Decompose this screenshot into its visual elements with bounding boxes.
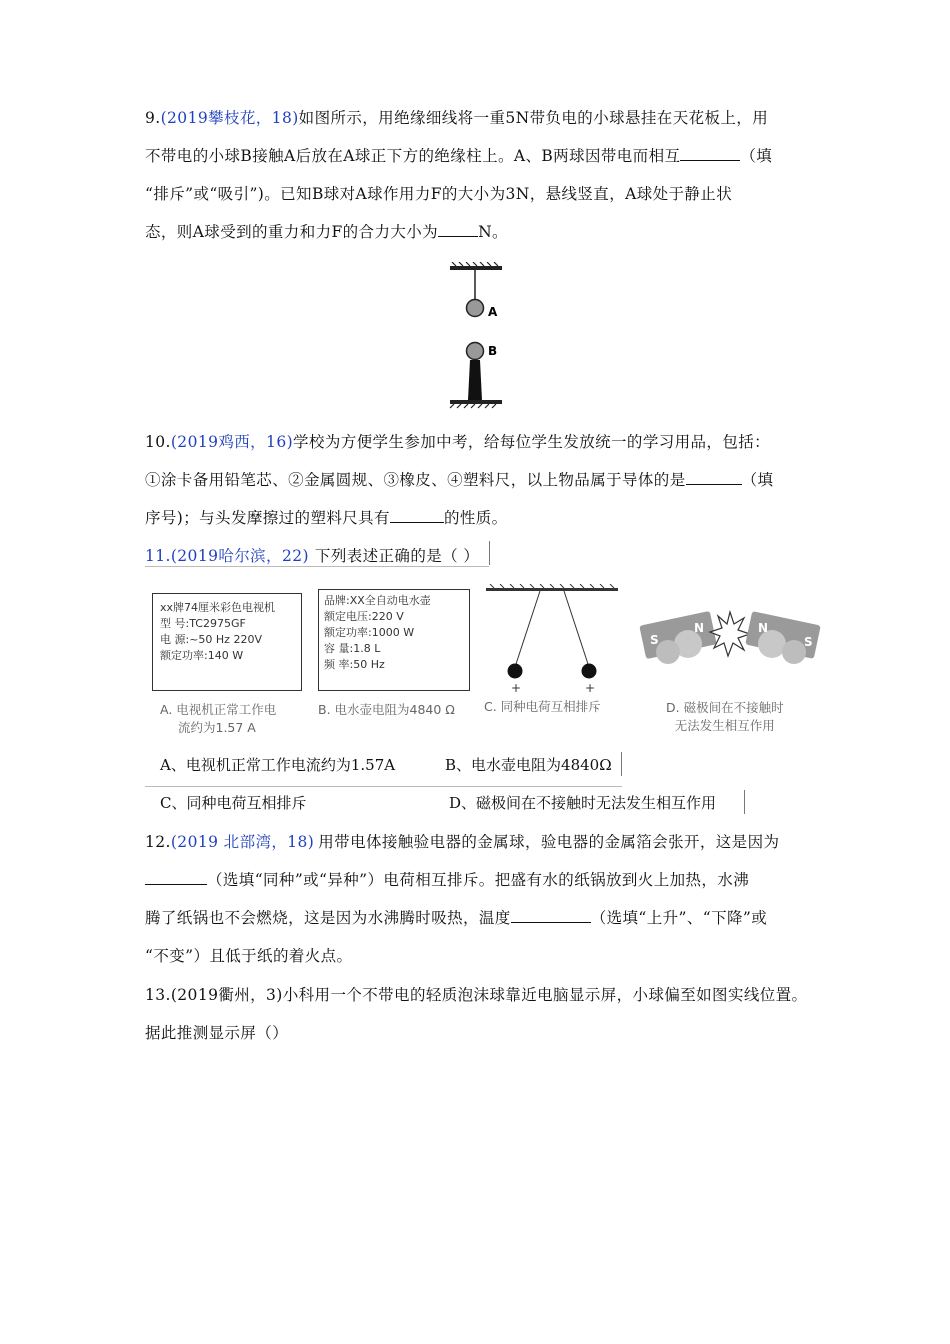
floor-icon: [450, 400, 502, 408]
nameplate-row: 电 源:~50 Hz 220V: [160, 633, 262, 646]
q9-text: 态，则A球受到的重力和力F的合力大小为: [145, 223, 439, 241]
charged-ball: [582, 664, 597, 679]
q11-option-c[interactable]: C、同种电荷互相排斥: [160, 794, 307, 812]
ball-a: [467, 300, 484, 317]
pole-label: S: [650, 633, 659, 647]
table-border: [489, 541, 490, 565]
nameplate-row: 额定电压:220 V: [324, 610, 404, 623]
q10-text: 学校为方便学生参加中考，给每位学生发放统一的学习用品，包括：: [293, 433, 771, 451]
q9-text: 不带电的小球B接触A后放在A球正下方的绝缘柱上。A、B两球因带电而相互: [145, 147, 681, 165]
q12-source: (2019 北部湾，18): [170, 833, 315, 851]
table-border: [621, 752, 622, 776]
pole-label: N: [758, 621, 769, 635]
q12-line-2: [145, 868, 749, 890]
q13-text: 据此推测显示屏（）: [145, 1024, 289, 1042]
q11-panel-b-nameplate: [318, 589, 470, 691]
q12-text: （选填“同种”或“异种”）电荷相互排斥。把盛有水的纸锅放到火上加热，水沸: [207, 871, 750, 889]
caption-line: A. 电视机正常工作电: [160, 702, 277, 717]
q10-text: 序号)；与头发摩擦过的塑料尺具有: [145, 509, 390, 527]
q9-blank-2[interactable]: [438, 222, 478, 237]
caption-line: 流约为1.57 A: [178, 720, 256, 735]
q11-option-a[interactable]: A、电视机正常工作电流约为1.57A: [160, 756, 396, 774]
table-border: [145, 786, 622, 787]
ball-b-label: B: [488, 344, 498, 358]
q11-stem: 下列表述正确的是（ ）: [314, 547, 480, 565]
q9-source: (2019攀枝花，18): [160, 109, 299, 127]
q10-line-3: [145, 506, 508, 528]
q9-line-4: [145, 220, 508, 242]
q9-text: （填: [740, 147, 773, 165]
q11-panel-a-caption: [160, 701, 276, 737]
q9-number: 9.: [145, 109, 161, 127]
q11-source: 11.(2019哈尔滨，22): [145, 547, 309, 565]
q12-text: 用带电体接触验电器的金属球，验电器的金属箔会张开，这是因为: [318, 833, 780, 851]
nameplate-row: 型 号:TC2975GF: [160, 617, 246, 630]
table-border: [744, 790, 745, 814]
q9-blank-1[interactable]: [680, 146, 740, 161]
ball-b: [467, 343, 484, 360]
q9-line-2: [145, 144, 772, 166]
plus-sign: +: [585, 681, 596, 695]
q10-text: 的性质。: [443, 509, 508, 527]
q11-option-d[interactable]: D、磁极间在不接触时无法发生相互作用: [449, 794, 717, 812]
q12-text: 腾了纸锅也不会燃烧，这是因为水沸腾时吸热，温度: [145, 909, 511, 927]
q13-line-1: [145, 983, 807, 1005]
q9-text: N。: [478, 223, 508, 241]
q11-panel-a-nameplate: [152, 593, 302, 691]
charged-ball: [508, 664, 523, 679]
ball-a-label: A: [488, 305, 498, 319]
q10-text: ①涂卡备用铅笔芯、②金属圆规、③橡皮、④塑料尺，以上物品属于导体的是: [145, 471, 686, 489]
q12-text: “不变”）且低于纸的着火点。: [145, 947, 353, 965]
q10-source: (2019鸡西，16): [170, 433, 294, 451]
table-border: [145, 566, 489, 567]
pole-label: N: [694, 621, 705, 635]
q10-line-1: [145, 430, 770, 452]
q9-text: 如图所示，用绝缘细线将一重5N带负电的小球悬挂在天花板上，用: [298, 109, 769, 127]
ceiling-icon: [486, 584, 618, 591]
q12-line-1: [145, 830, 779, 852]
q9-line-3: [145, 182, 732, 204]
q11-option-b[interactable]: B、电水壶电阻为4840Ω: [445, 756, 612, 774]
q12-blank-1[interactable]: [145, 870, 207, 885]
nameplate-row: 额定功率:1000 W: [324, 626, 415, 639]
q11-panel-d-figure: [638, 600, 822, 678]
q9-figure: [440, 262, 520, 410]
q12-text: （选填“上升”、“下降”或: [590, 909, 768, 927]
q9-line-1: [145, 106, 768, 128]
q11-panel-b-caption: B. 电水壶电阻为4840 Ω: [318, 702, 455, 717]
q9-text: “排斥”或“吸引”)。已知B球对A球作用力F的大小为3N，悬线竖直，A球处于静止状: [145, 185, 733, 203]
q12-number: 12.: [145, 833, 171, 851]
q12-blank-2[interactable]: [511, 908, 591, 923]
q13-line-2: [145, 1021, 288, 1043]
q11-panel-c-figure: [478, 584, 628, 696]
thread-line: [564, 591, 588, 664]
ceiling-icon: [450, 262, 502, 270]
nameplate-row: 品牌:XX全自动电水壶: [324, 594, 431, 607]
q10-line-2: [145, 468, 773, 490]
q10-text: （填: [741, 471, 774, 489]
caption-line: D. 磁极间在不接触时: [666, 700, 784, 715]
nameplate-row: 额定功率:140 W: [160, 649, 244, 662]
nameplate-row: 频 率:50 Hz: [324, 658, 385, 671]
q10-blank-1[interactable]: [686, 470, 742, 485]
q11-panel-d-caption: [666, 699, 784, 735]
magnet-icon: [745, 611, 821, 664]
insulating-post: [468, 360, 482, 400]
q13-text: 13.(2019衢州，3)小科用一个不带电的轻质泡沫球靠近电脑显示屏，小球偏至如图实线位置。: [145, 986, 808, 1004]
burst-icon: [710, 612, 750, 656]
q10-number: 10.: [145, 433, 171, 451]
caption-line: 无法发生相互作用: [674, 718, 775, 733]
pole-label: S: [804, 635, 813, 649]
q12-line-4: [145, 944, 352, 966]
nameplate-row: xx牌74厘米彩色电视机: [160, 601, 276, 614]
q11-line-1: [145, 544, 479, 566]
plus-sign: +: [511, 681, 522, 695]
q11-panel-c-caption: C. 同种电荷互相排斥: [484, 699, 601, 714]
q10-blank-2[interactable]: [390, 508, 444, 523]
q12-line-3: [145, 906, 767, 928]
magnet-icon: [639, 611, 716, 664]
nameplate-row: 容 量:1.8 L: [324, 642, 381, 655]
thread-line: [516, 591, 540, 664]
